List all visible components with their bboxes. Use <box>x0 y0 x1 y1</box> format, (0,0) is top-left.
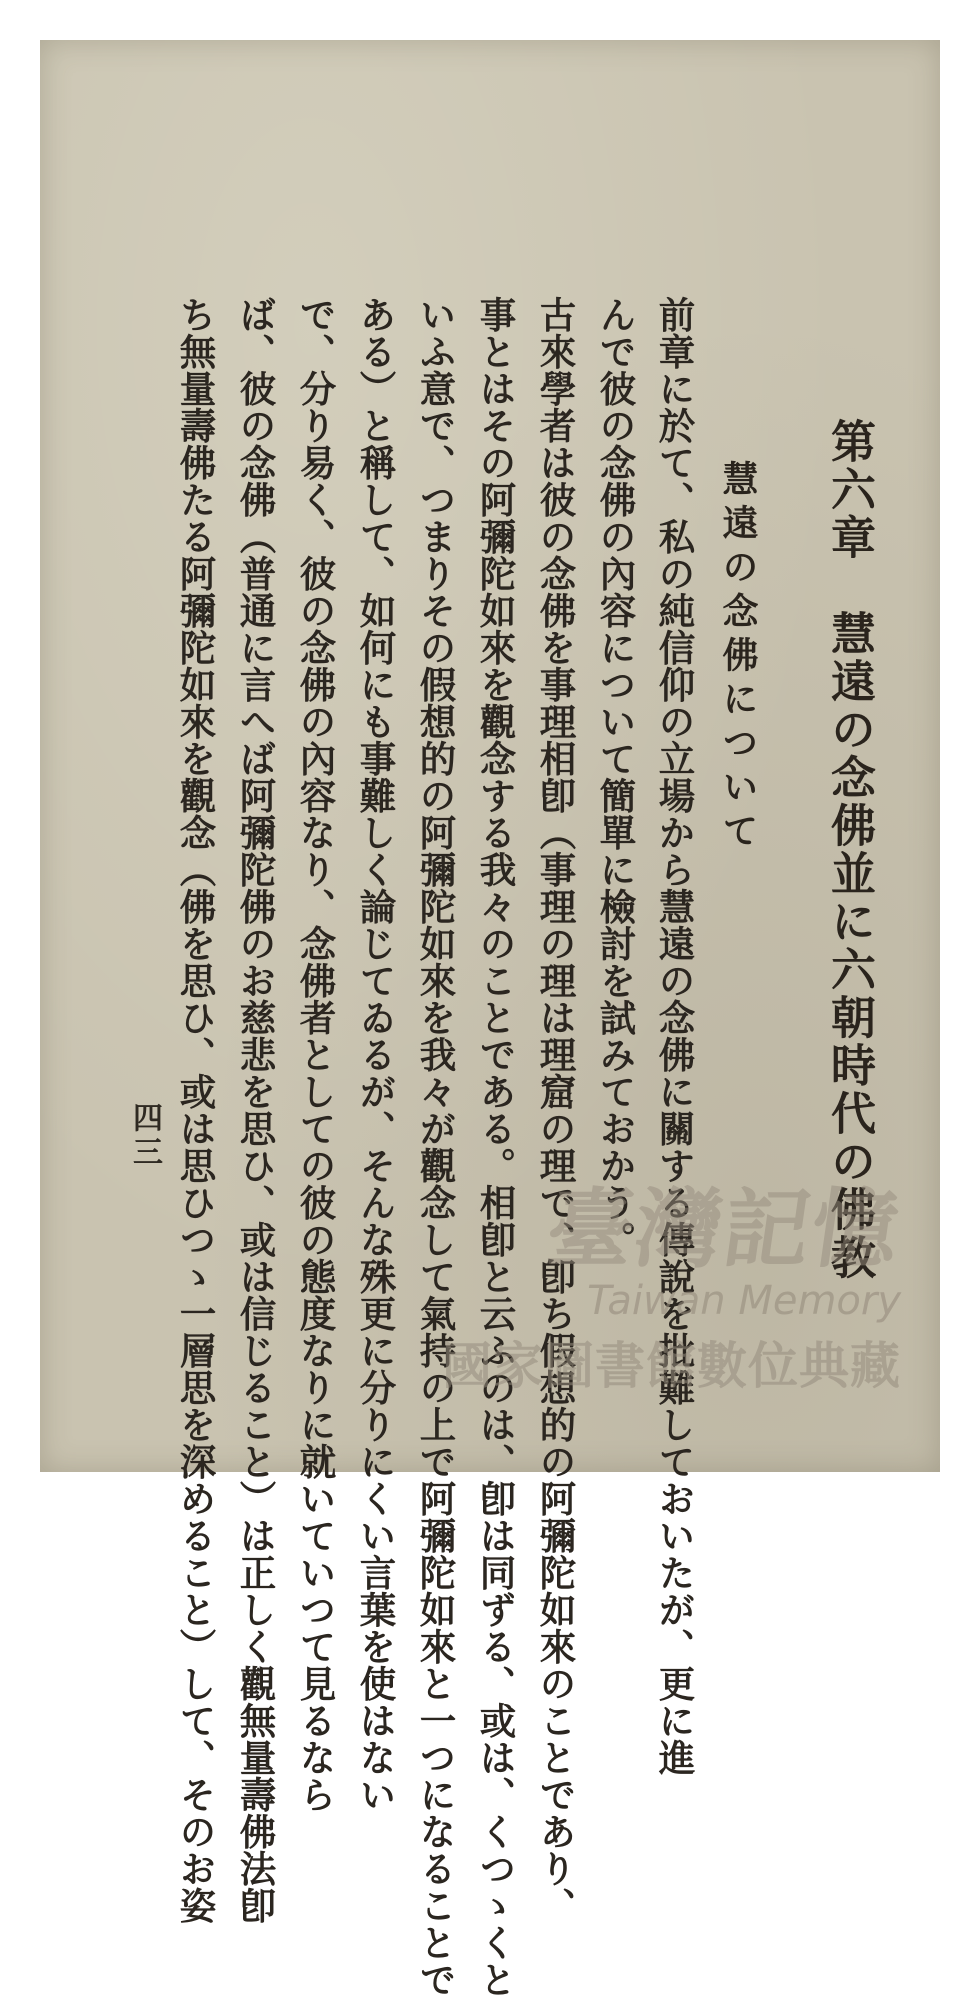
watermark-title: 臺灣記憶 <box>540 1179 908 1280</box>
body-line: ち無量壽佛たる阿彌陀如來を觀念（佛を思ひ、或は思ひつゝ一層思を深めること）して、そのお姿 <box>174 296 217 1924</box>
body-line: 前章に於て、私の純信仰の立場から慧遠の念佛に關する傳說を批難しておいたが、更に進 <box>653 296 696 1776</box>
section-title: 慧遠の念佛について <box>717 460 759 856</box>
body-line: んで彼の念佛の內容について簡單に檢討を試みておかう。 <box>594 296 637 1258</box>
body-line: 古來學者は彼の念佛を事理相卽（事理の理は理窟の理で、卽ち假想的の阿彌陀如來のことであり、 <box>534 296 577 1924</box>
chapter-title: 第六章 慧遠の念佛並に六朝時代の佛教 <box>823 418 876 1282</box>
body-line: で、分り易く、彼の念佛の內容なり、念佛者としての彼の態度なりに就いていつて見るなら <box>294 296 337 1813</box>
body-line: ある）と稱して、如何にも事難しく論じてゐるが、そんな殊更に分りにくい言葉を使はない <box>354 296 397 1813</box>
watermark-institution: 國家圖書館數位典藏 <box>442 1337 901 1395</box>
body-line: いふ意で、つまりその假想的の阿彌陀如來を我々が觀念して氣持の上で阿彌陀如來と一つになることで <box>414 296 457 1998</box>
watermark-logo <box>442 1160 908 1398</box>
body-line: ば、彼の念佛（普通に言へば阿彌陀佛のお慈悲を思ひ、或は信じること）は正しく觀無量壽佛法卽 <box>234 296 277 1924</box>
body-line: 事とはその阿彌陀如來を觀念する我々のことである。相卽と云ふのは、卽は同ずる、或は、くつゝくと <box>474 296 517 1998</box>
watermark-subtitle: Taiwan Memory <box>587 1278 901 1324</box>
page-number: 四三 <box>127 1102 162 1170</box>
